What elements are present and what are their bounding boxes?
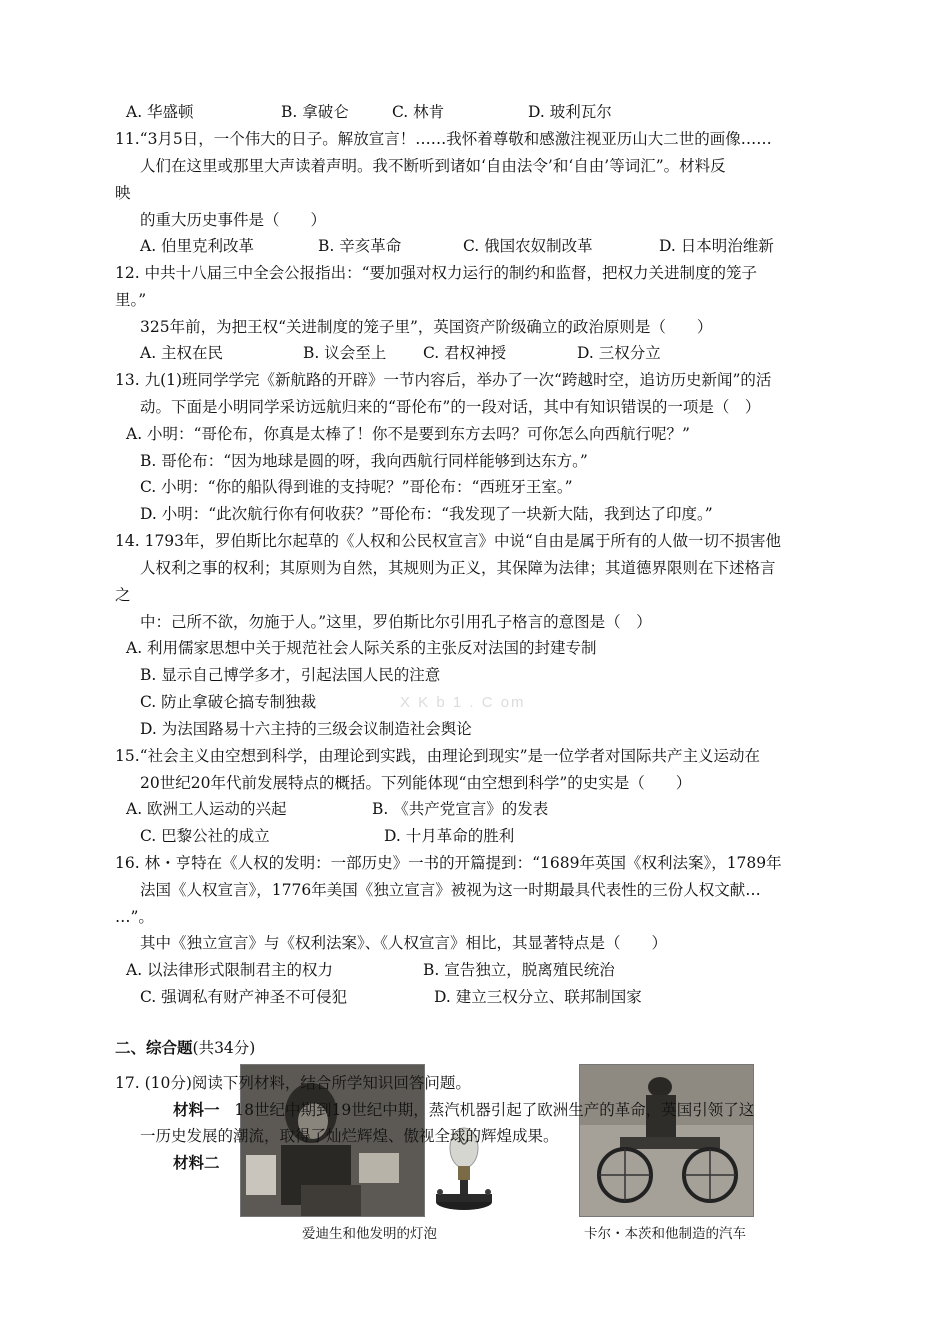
q10-option-b: B. 拿破仑 — [281, 103, 349, 121]
benz-car-photo-shapes — [580, 1065, 753, 1216]
q11-option-c: C. 俄国农奴制改革 — [463, 237, 593, 255]
benz-car-photo — [579, 1064, 754, 1217]
q15-option-c: C. 巴黎公社的成立 — [140, 827, 270, 845]
q16-text-line2: 法国《人权宣言》，1776年美国《独立宣言》被视为这一时期最具代表性的三份人权文献… — [140, 881, 761, 899]
material2-label: 材料二 — [173, 1153, 220, 1172]
q13-text-line2: 动。下面是小明同学采访远航归来的“哥伦布”的一段对话，其中有知识错误的一项是（ ） — [140, 398, 761, 416]
q16-option-d: D. 建立三权分立、联邦制国家 — [434, 988, 642, 1006]
q17-text-line1: 17. (10分)阅读下列材料，结合所学知识回答问题。 — [115, 1074, 471, 1092]
q13-text-line1: 13. 九(1)班同学学完《新航路的开辟》一节内容后，举办了一次“跨越时空，追访历史新闻”的活 — [115, 371, 772, 389]
q16-option-a: A. 以法律形式限制君主的权力 — [126, 961, 334, 979]
q15-option-a: A. 欧洲工人运动的兴起 — [126, 800, 287, 818]
q13-option-c: C. 小明：“你的船队得到谁的支持呢？”哥伦布：“西班牙王室。” — [140, 478, 573, 496]
q11-text-line2: 人们在这里或那里大声读着声明。我不断听到诸如‘自由法令’和‘自由’等词汇”。材料反 — [140, 157, 726, 175]
q12-option-c: C. 君权神授 — [423, 344, 507, 362]
watermark-text: X K b 1 . C om — [400, 694, 526, 711]
q15-text-line1: 15.“社会主义由空想到科学，由理论到实践，由理论到现实”是一位学者对国际共产主义运动在 — [115, 747, 761, 765]
q11-option-d: D. 日本明治维新 — [659, 237, 774, 255]
section-title: 二、综合题 — [115, 1038, 193, 1057]
q14-option-b: B. 显示自己博学多才，引起法国人民的注意 — [140, 666, 441, 684]
q11-option-b: B. 辛亥革命 — [318, 237, 402, 255]
q12-text-line1: 12. 中共十八届三中全会公报指出：“要加强对权力运行的制约和监督，把权力关进制度的笼子 — [115, 264, 758, 282]
q15-option-d: D. 十月革命的胜利 — [384, 827, 515, 845]
q12-option-b: B. 议会至上 — [303, 344, 387, 362]
q12-option-d: D. 三权分立 — [577, 344, 661, 362]
material1-label: 材料一 — [173, 1100, 220, 1119]
q14-option-a: A. 利用儒家思想中关于规范社会人际关系的主张反对法国的封建专制 — [126, 639, 597, 657]
q17-material1-line2: 一历史发展的潮流，取得了灿烂辉煌、傲视全球的辉煌成果。 — [140, 1127, 559, 1145]
q14-text-line2: 人权利之事的权利；其原则为自然，其规则为正义，其保障为法律；其道德界限则在下述格言 — [140, 559, 776, 577]
q11-text-line3: 映 — [115, 184, 131, 202]
q16-text-line4: 其中《独立宣言》与《权利法案》、《人权宣言》相比，其显著特点是（ ） — [140, 934, 668, 952]
q16-text-line1: 16. 林・亨特在《人权的发明：一部历史》一书的开篇提到：“1689年英国《权利法案》，1789年 — [115, 854, 782, 872]
caption-benz: 卡尔・本茨和他制造的汽车 — [584, 1226, 746, 1241]
q14-option-d: D. 为法国路易十六主持的三级会议制造社会舆论 — [140, 720, 472, 738]
q10-option-a: A. 华盛顿 — [126, 103, 194, 121]
q12-text-line2: 里。” — [115, 291, 147, 309]
q12-text-line3: 325年前，为把王权“关进制度的笼子里”，英国资产阶级确立的政治原则是（ ） — [140, 318, 713, 336]
q12-option-a: A. 主权在民 — [140, 344, 224, 362]
q15-text-line2: 20世纪20年代前发展特点的概括。下列能体现“由空想到科学”的史实是（ ） — [140, 774, 692, 792]
q14-text-line1: 14. 1793年，罗伯斯比尔起草的《人权和公民权宣言》中说“自由是属于所有的人做一切不损害他 — [115, 532, 781, 550]
q16-option-c: C. 强调私有财产神圣不可侵犯 — [140, 988, 348, 1006]
q14-text-line4: 中：己所不欲，勿施于人。”这里，罗伯斯比尔引用孔子格言的意图是（ ） — [140, 613, 652, 631]
caption-edison: 爱迪生和他发明的灯泡 — [302, 1226, 437, 1241]
q10-option-d: D. 玻利瓦尔 — [528, 103, 612, 121]
q13-option-a: A. 小明：“哥伦布，你真是太棒了！你不是要到东方去吗？可你怎么向西航行呢？” — [126, 425, 690, 443]
q11-text-line4: 的重大历史事件是（ ） — [140, 211, 327, 229]
q15-option-b: B. 《共产党宣言》的发表 — [372, 800, 549, 818]
q14-text-line3: 之 — [115, 586, 131, 604]
q16-option-b: B. 宣告独立，脱离殖民统治 — [423, 961, 615, 979]
material1-text: 18世纪中期到19世纪中期，蒸汽机器引起了欧洲生产的革命，英国引领了这 — [234, 1101, 755, 1119]
section-score: (共34分) — [192, 1039, 256, 1057]
q14-option-c: C. 防止拿破仑搞专制独裁 — [140, 693, 317, 711]
q16-text-line3: …”。 — [115, 908, 154, 926]
q13-option-b: B. 哥伦布：“因为地球是圆的呀，我向西航行同样能够到达东方。” — [140, 452, 588, 470]
q11-option-a: A. 伯里克利改革 — [140, 237, 255, 255]
q11-text-line1: 11.“3月5日，一个伟大的日子。解放宣言！……我怀着尊敬和感激注视亚历山大二世的画像…… — [115, 130, 772, 148]
q17-material1 — [173, 1100, 754, 1120]
q10-option-c: C. 林肯 — [392, 103, 445, 121]
section-heading — [115, 1038, 255, 1058]
q13-option-d: D. 小明：“此次航行你有何收获？”哥伦布：“我发现了一块新大陆，我到达了印度。” — [140, 505, 713, 523]
